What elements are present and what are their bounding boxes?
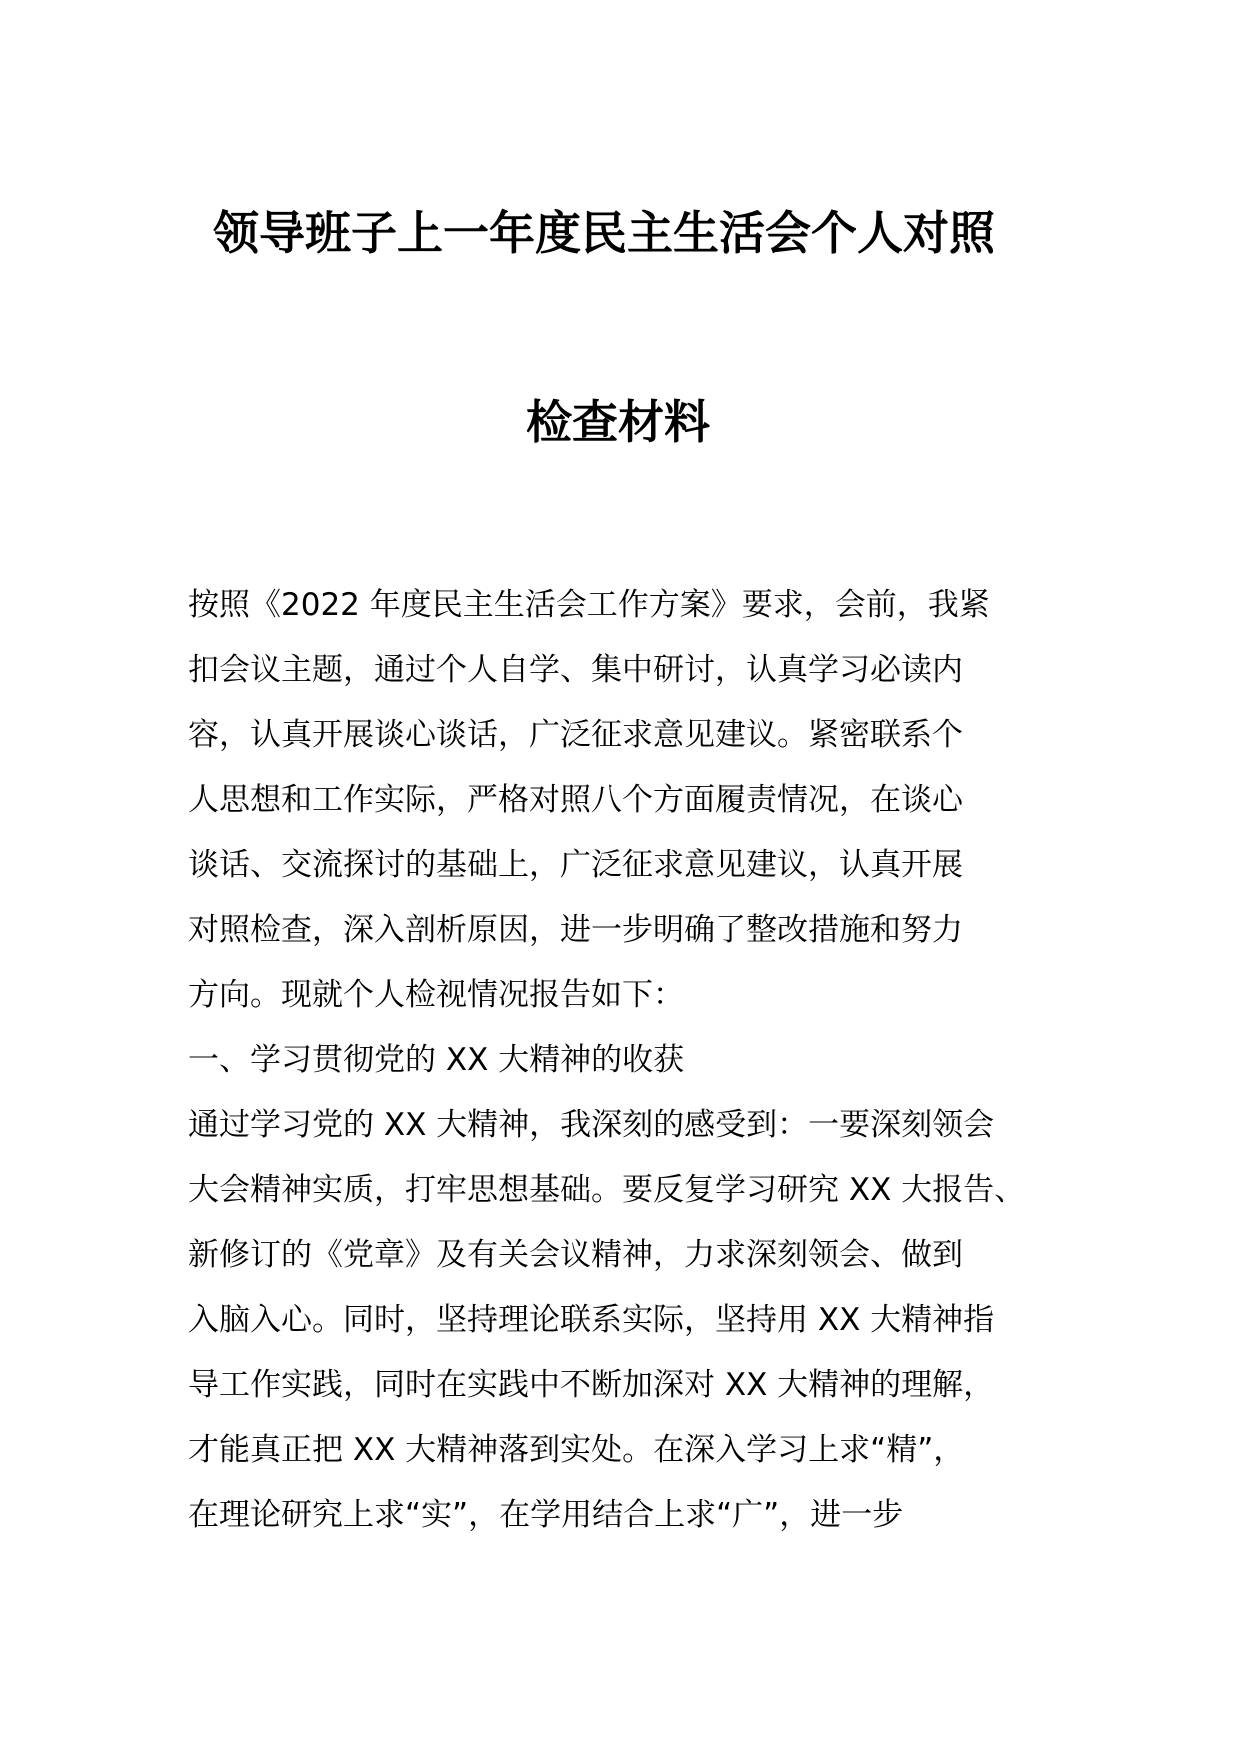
body-line: 导工作实践，同时在实践中不断加深对 XX 大精神的理解， <box>188 1367 995 1403</box>
body-line: 在理论研究上求“实”，在学用结合上求“广”，进一步 <box>188 1497 904 1533</box>
body-line: 按照《2022 年度民主生活会工作方案》要求，会前，我紧 <box>188 587 990 623</box>
body-line: 入脑入心。同时，坚持理论联系实际，坚持用 XX 大精神指 <box>188 1302 995 1338</box>
body-line: 才能真正把 XX 大精神落到实处。在深入学习上求“精”， <box>188 1432 965 1468</box>
body-line: 扣会议主题，通过个人自学、集中研讨，认真学习必读内 <box>188 652 963 688</box>
body-line: 新修订的《党章》及有关会议精神，力求深刻领会、做到 <box>188 1237 963 1273</box>
body-line: 容，认真开展谈心谈话，广泛征求意见建议。紧密联系个 <box>188 717 963 753</box>
body-line: 谈话、交流探讨的基础上，广泛征求意见建议，认真开展 <box>188 847 963 883</box>
body-line: 人思想和工作实际，严格对照八个方面履责情况，在谈心 <box>188 782 963 818</box>
body-line: 方向。现就个人检视情况报告如下： <box>188 977 684 1013</box>
body-line: 大会精神实质，打牢思想基础。要反复学习研究 XX 大报告、 <box>188 1172 1026 1208</box>
document-body <box>188 573 1088 1548</box>
document-title-line-1: 领导班子上一年度民主生活会个人对照 <box>213 206 995 260</box>
body-line: 对照检查，深入剖析原因，进一步明确了整改措施和努力 <box>188 912 963 948</box>
body-line: 通过学习党的 XX 大精神，我深刻的感受到：一要深刻领会 <box>188 1107 995 1143</box>
section-heading: 一、学习贯彻党的 XX 大精神的收获 <box>188 1042 685 1078</box>
document-title-line-2: 检查材料 <box>526 395 710 449</box>
